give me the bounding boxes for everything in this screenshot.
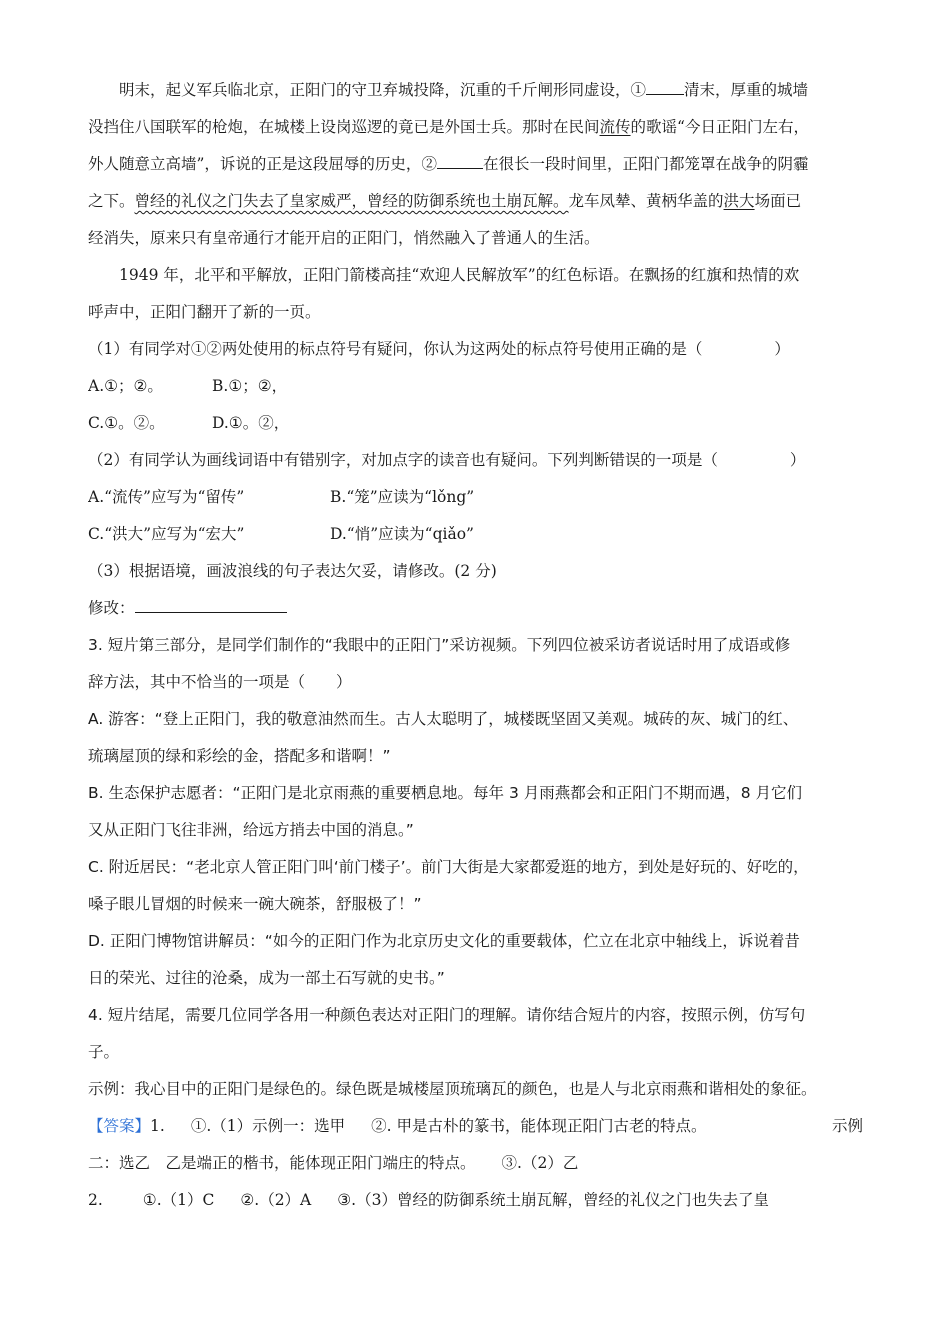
underlined-word-liuchuan: 流传 (599, 118, 631, 136)
passage-line: 1949 年，北平和平解放，正阳门箭楼高挂“欢迎人民解放军”的红色标语。在飘扬的红旗和热情的欢 (119, 266, 800, 284)
punctuation-marker-1: ① (630, 81, 647, 99)
option-row (88, 516, 863, 553)
wavy-underlined-sentence: 曾经的礼仪之门失去了皇家威严，曾经的防御系统也土崩瓦解。 (134, 192, 569, 210)
question-3-option-d: D. 正阳门博物馆讲解员：“如今的正阳门作为北京历史文化的重要载体，伫立在北京中轴线上，诉说着昔 (88, 932, 800, 950)
question-stem: （1）有同学对①②两处使用的标点符号有疑问，你认为这两处的标点符号使用正确的是（ ） (88, 340, 790, 358)
option-a: A.①；②。 (88, 377, 163, 395)
passage-line: 经消失，原来只有皇帝通行才能开启的正阳门，悄然融入了普通人的生活。 (88, 229, 600, 247)
blank-1 (646, 78, 684, 95)
question-4-example: 示例：我心目中的正阳门是绿色的。绿色既是城楼屋顶琉璃瓦的颜色，也是人与北京雨燕和谐相处的象征。 (88, 1080, 817, 1098)
option-b: B.“笼”应读为“lǒng” (330, 488, 475, 506)
blank-2 (437, 152, 483, 169)
option-d: D.“悄”应读为“qiǎo” (330, 525, 474, 543)
option-row (88, 405, 863, 442)
fix-answer-blank[interactable] (135, 596, 287, 613)
option-row (88, 479, 863, 516)
passage-line: 之下。曾经的礼仪之门失去了皇家威严，曾经的防御系统也土崩瓦解。龙车凤辇、黄柄华盖的洪大场面已 (88, 192, 802, 210)
fix-answer-line: 修改： (88, 590, 863, 627)
option-a: A.“流传”应写为“留传” (88, 488, 245, 506)
answer-tag: 【答案】 (88, 1117, 151, 1135)
question-3-option-d: 日的荣光、过往的沧桑，成为一部土石写就的史书。” (88, 969, 445, 987)
question-3-option-a: A. 游客：“登上正阳门，我的敬意油然而生。古人太聪明了，城楼既坚固又美观。城砖的灰、城门的红、 (88, 710, 799, 728)
option-b: B.①；②， (212, 377, 288, 395)
punctuation-marker-2: ② (421, 155, 437, 173)
passage-line: 外人随意立高墙”，诉说的正是这段屈辱的历史，② 在很长一段时间里，正阳门都笼罩在战争的阴霾 (88, 146, 863, 183)
question-3-stem: 3. 短片第三部分，是同学们制作的“我眼中的正阳门”采访视频。下列四位被采访者说话时用了成语或修 (88, 636, 791, 654)
question-stem: （2）有同学认为画线词语中有错别字，对加点字的读音也有疑问。下列判断错误的一项是（ ） (88, 451, 806, 469)
question-stem: （3）根据语境，画波浪线的句子表达欠妥，请修改。(2 分) (88, 562, 497, 580)
underlined-word-hongda: 洪大 (723, 192, 755, 210)
answer-line: 二：选乙 乙是端正的楷书，能体现正阳门端庄的特点。 ③.（2）乙 (88, 1154, 579, 1172)
option-d: D.①。②， (212, 414, 290, 432)
option-row (88, 368, 863, 405)
passage-line: 呼声中，正阳门翻开了新的一页。 (88, 303, 321, 321)
passage-line: 没挡住八国联军的枪炮，在城楼上设岗巡逻的竟已是外国士兵。那时在民间流传的歌谣“今日正阳门左右， (88, 118, 809, 136)
question-3-stem: 辞方法，其中不恰当的一项是（ ） (88, 673, 352, 691)
question-3-option-b: B. 生态保护志愿者：“正阳门是北京雨燕的重要栖息地。每年 3 月雨燕都会和正阳门不期而遇，8 月它们 (88, 784, 803, 802)
question-3-option-a: 琉璃屋顶的绿和彩绘的金，搭配多和谐啊！” (88, 747, 391, 765)
option-c: C.①。②。 (88, 414, 165, 432)
question-4-stem: 子。 (88, 1043, 120, 1061)
answer-line: 【答案】1. ①.（1）示例一：选甲 ②. 甲是古朴的篆书，能体现正阳门古老的特点。 示例 (88, 1117, 863, 1135)
answer-line: 2. ①.（1）C ②.（2）A ③.（3）曾经的防御系统土崩瓦解，曾经的礼仪之门也失去了皇 (88, 1191, 769, 1209)
option-c: C.“洪大”应写为“宏大” (88, 525, 245, 543)
question-3-option-b: 又从正阳门飞往非洲，给远方捎去中国的消息。” (88, 821, 414, 839)
question-3-option-c: C. 附近居民：“老北京人管正阳门叫‘前门楼子’。前门大街是大家都爱逛的地方，到处是好玩的、好吃的， (88, 858, 809, 876)
question-4-stem: 4. 短片结尾，需要几位同学各用一种颜色表达对正阳门的理解。请你结合短片的内容，按照示例，仿写句 (88, 1006, 806, 1024)
document-page (88, 72, 863, 1219)
passage-line: 明末，起义军兵临北京，正阳门的守卫弃城投降，沉重的千斤闸形同虚设，① 清末，厚重的城墙 (88, 72, 863, 109)
question-3-option-c: 嗓子眼儿冒烟的时候来一碗大碗茶，舒服极了！” (88, 895, 422, 913)
